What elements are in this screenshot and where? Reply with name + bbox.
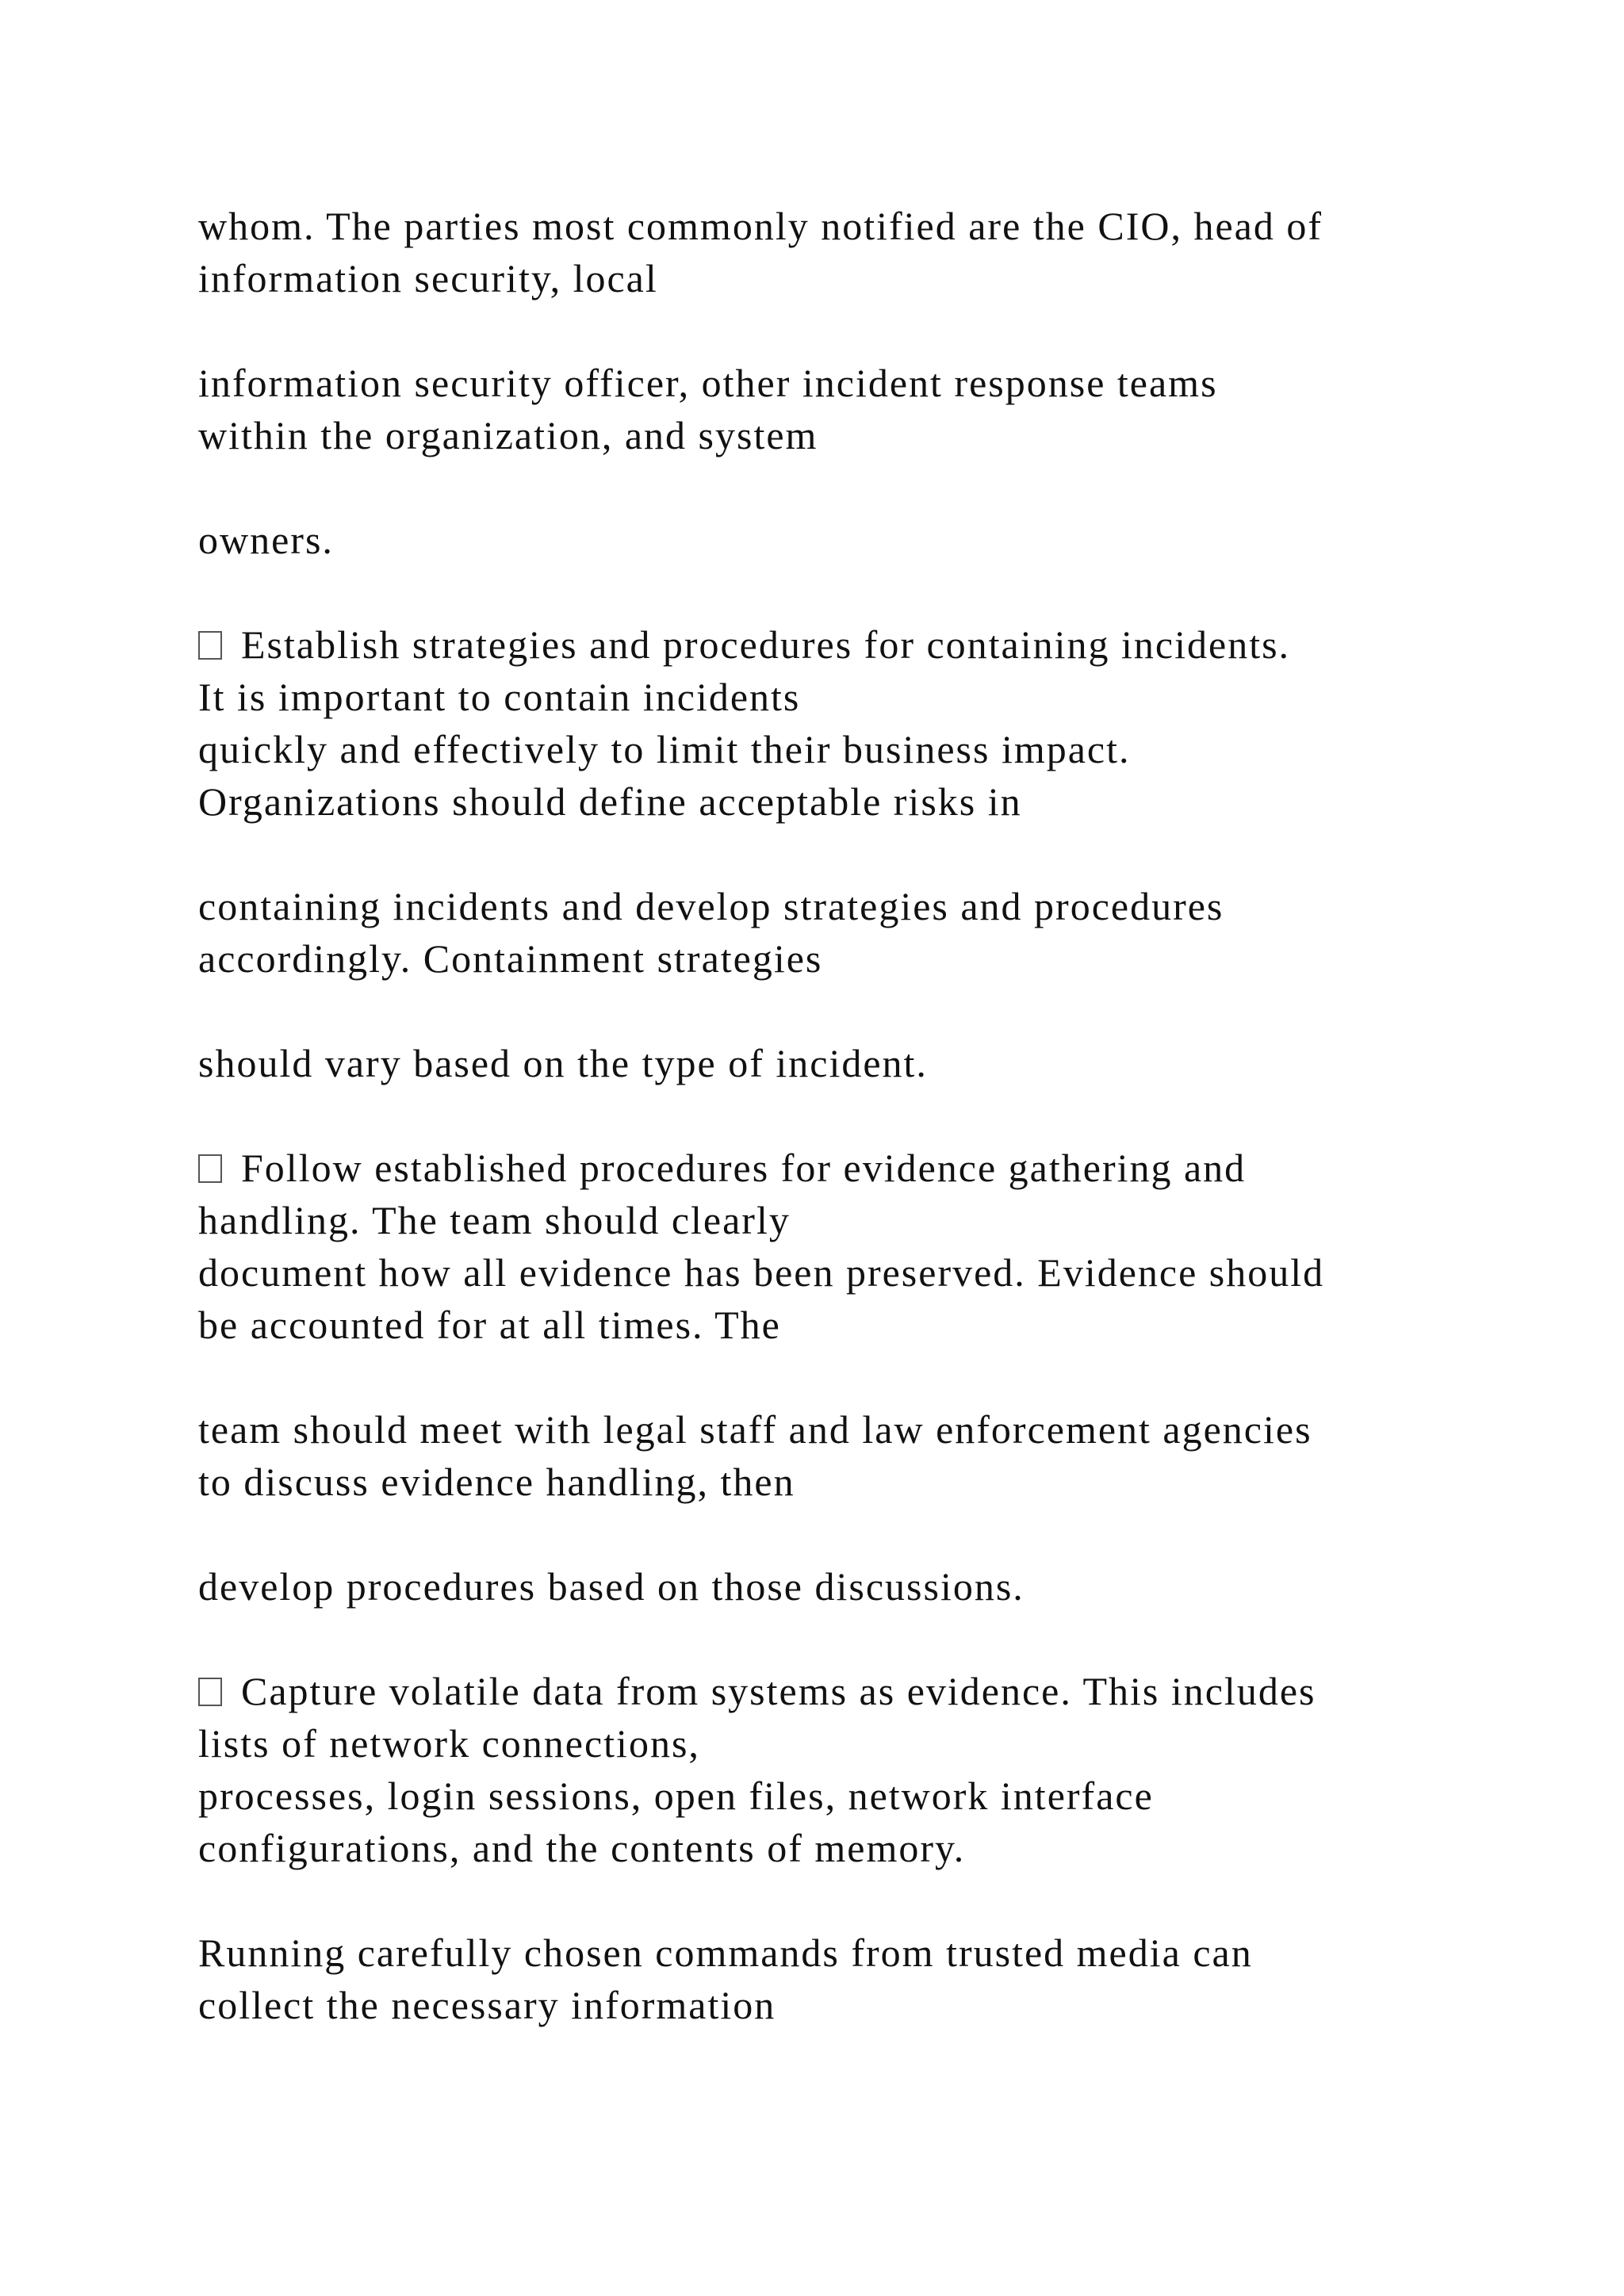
paragraph-gap <box>198 461 1546 514</box>
paragraph-gap <box>198 304 1546 357</box>
text-line: should vary based on the type of incident. <box>198 1041 928 1085</box>
bullet-text: Follow established procedures for evidence gathering and <box>241 1146 1247 1190</box>
text-line: team should meet with legal staff and law enforcement agencies <box>198 1407 1312 1452</box>
text-line: Running carefully chosen commands from trusted media can <box>198 1931 1253 1975</box>
paragraph-gap <box>198 1089 1546 1142</box>
text-line: configurations, and the contents of memory. <box>198 1826 966 1870</box>
bullet-line <box>198 1665 1546 1717</box>
text-line: quickly and effectively to limit their business impact. <box>198 727 1131 771</box>
paragraph-gap <box>198 985 1546 1037</box>
paragraph-gap <box>198 1874 1546 1927</box>
paragraph-gap <box>198 1613 1546 1665</box>
bullet-line <box>198 1142 1546 1194</box>
text-line: be accounted for at all times. The <box>198 1303 781 1347</box>
bullet-text: Capture volatile data from systems as evidence. This includes <box>241 1669 1316 1713</box>
bullet-text: Establish strategies and procedures for containing incidents. <box>241 622 1291 667</box>
text-line: to discuss evidence handling, then <box>198 1460 795 1504</box>
paragraph-gap <box>198 828 1546 880</box>
missing-glyph-box-icon <box>198 1154 222 1183</box>
text-line: processes, login sessions, open files, network interface <box>198 1774 1154 1818</box>
text-line: within the organization, and system <box>198 413 818 457</box>
text-line: lists of network connections, <box>198 1721 700 1766</box>
missing-glyph-box-icon <box>198 1678 222 1706</box>
text-line: containing incidents and develop strategies and procedures <box>198 884 1224 928</box>
text-line: information security, local <box>198 256 658 300</box>
text-line: document how all evidence has been preserved. Evidence should <box>198 1250 1325 1295</box>
paragraph-gap <box>198 1351 1546 1403</box>
text-line: develop procedures based on those discussions. <box>198 1564 1025 1609</box>
bullet-line <box>198 618 1546 671</box>
paragraph-gap <box>198 1508 1546 1560</box>
text-line: information security officer, other incident response teams <box>198 361 1218 405</box>
document-body <box>198 200 1546 2031</box>
text-line: collect the necessary information <box>198 1983 776 2027</box>
text-line: It is important to contain incidents <box>198 675 801 719</box>
text-line: Organizations should define acceptable risks in <box>198 779 1022 824</box>
text-line: accordingly. Containment strategies <box>198 936 823 981</box>
text-line: whom. The parties most commonly notified are the CIO, head of <box>198 204 1323 248</box>
text-line: owners. <box>198 518 334 562</box>
paragraph-gap <box>198 566 1546 618</box>
missing-glyph-box-icon <box>198 631 222 660</box>
text-line: handling. The team should clearly <box>198 1198 791 1242</box>
